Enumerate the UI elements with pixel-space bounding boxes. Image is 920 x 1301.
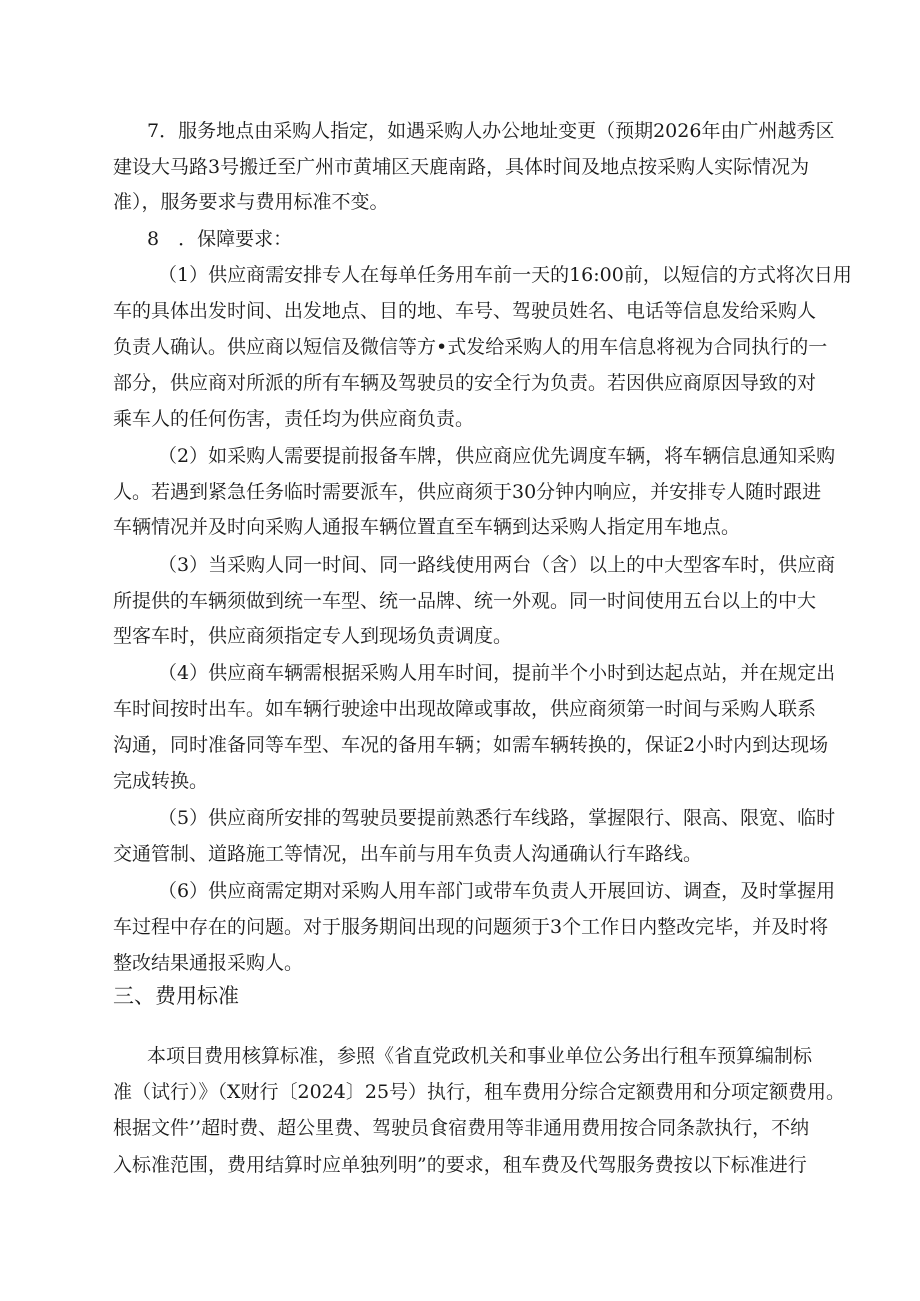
sub1-line-3: 负责人确认。供应商以短信及微信等方•式发给采购人的用车信息将视为合同执行的一 — [113, 336, 828, 358]
sub4-line-2: 车时间按时出车。如车辆行驶途中出现故障或事故，供应商须第一时间与采购人联系 — [113, 698, 817, 720]
sub2-line-3: 车辆情况并及时向采购人通报车辆位置直至车辆到达采购人指定用车地点。 — [113, 516, 741, 538]
sub3-line-1: （3）当采购人同一时间、同一路线使用两台（含）以上的中大型客车时，供应商 — [158, 554, 836, 576]
item7-line-2: 建设大马路3号搬迁至广州市黄埔区天鹿南路，具体时间及地点按采购人实际情况为 — [113, 156, 810, 178]
item7-line-1: 7．服务地点由采购人指定，如遇采购人办公地址变更（预期2026年由广州越秀区 — [147, 120, 835, 142]
sub4-line-3: 沟通，同时准备同等车型、车况的备用车辆；如需车辆转换的，保证2小时内到达现场 — [113, 734, 829, 756]
sub2-line-2: 人。若遇到紧急任务临时需要派车，供应商须于30分钟内响应，并安排专人随时跟进 — [113, 481, 822, 503]
section-heading: 三、费用标准 — [113, 984, 239, 1008]
sub3-line-2: 所提供的车辆须做到统一车型、统一品牌、统一外观。同一时间使用五台以上的中大 — [113, 590, 817, 612]
sub1-line-1: （1）供应商需安排专人在每单任务用车前一天的16:00前，以短信的方式将次日用 — [158, 264, 852, 286]
sub1-line-4: 部分，供应商对所派的所有车辆及驾驶员的安全行为负责。若因供应商原因导致的对 — [113, 372, 817, 394]
sub5-line-1: （5）供应商所安排的驾驶员要提前熟悉行车线路，掌握限行、限高、限宽、临时 — [158, 807, 836, 829]
sub1-line-2: 车的具体出发时间、出发地点、目的地、车号、驾驶员姓名、电话等信息发给采购人 — [113, 300, 817, 322]
sub6-line-2: 车过程中存在的问题。对于服务期间出现的问题须于3个工作日内整改完毕，并及时将 — [113, 916, 829, 938]
sub2-line-1: （2）如采购人需要提前报备车牌，供应商应优先调度车辆，将车辆信息通知采购 — [158, 445, 836, 467]
sub5-line-2: 交通管制、道路施工等情况，出车前与用车负责人沟通确认行车路线。 — [113, 843, 703, 865]
section3-line-4: 入标准范围，费用结算时应单独列明”的要求，租车费及代驾服务费按以下标准进行 — [113, 1154, 807, 1176]
section3-line-2: 准（试行）》（X财行〔2024〕25号）执行，租车费用分综合定额费用和分项定额费用。 — [113, 1081, 846, 1103]
section3-line-3: 根据文件’’超时费、超公里费、驾驶员食宿费用等非通用费用按合同条款执行，不纳 — [113, 1117, 810, 1139]
item7-line-3: 准），服务要求与费用标准不变。 — [113, 191, 389, 213]
sub1-line-5: 乘车人的任何伤害，责任均为供应商负责。 — [113, 408, 475, 430]
sub4-line-4: 完成转换。 — [113, 770, 209, 792]
sub3-line-3: 型客车时，供应商须指定专人到现场负责调度。 — [113, 625, 513, 647]
sub6-line-1: （6）供应商需定期对采购人用车部门或带车负责人开展回访、调查，及时掌握用 — [158, 880, 836, 902]
sub6-line-3: 整改结果通报采购人。 — [113, 952, 304, 974]
item8-title: 8 ．保障要求： — [147, 228, 293, 250]
sub4-line-1: （4）供应商车辆需根据采购人用车时间，提前半个小时到达起点站，并在规定出 — [158, 662, 836, 684]
section3-line-1: 本项目费用核算标准，参照《省直党政机关和事业单位公务出行租车预算编制标 — [147, 1045, 813, 1067]
